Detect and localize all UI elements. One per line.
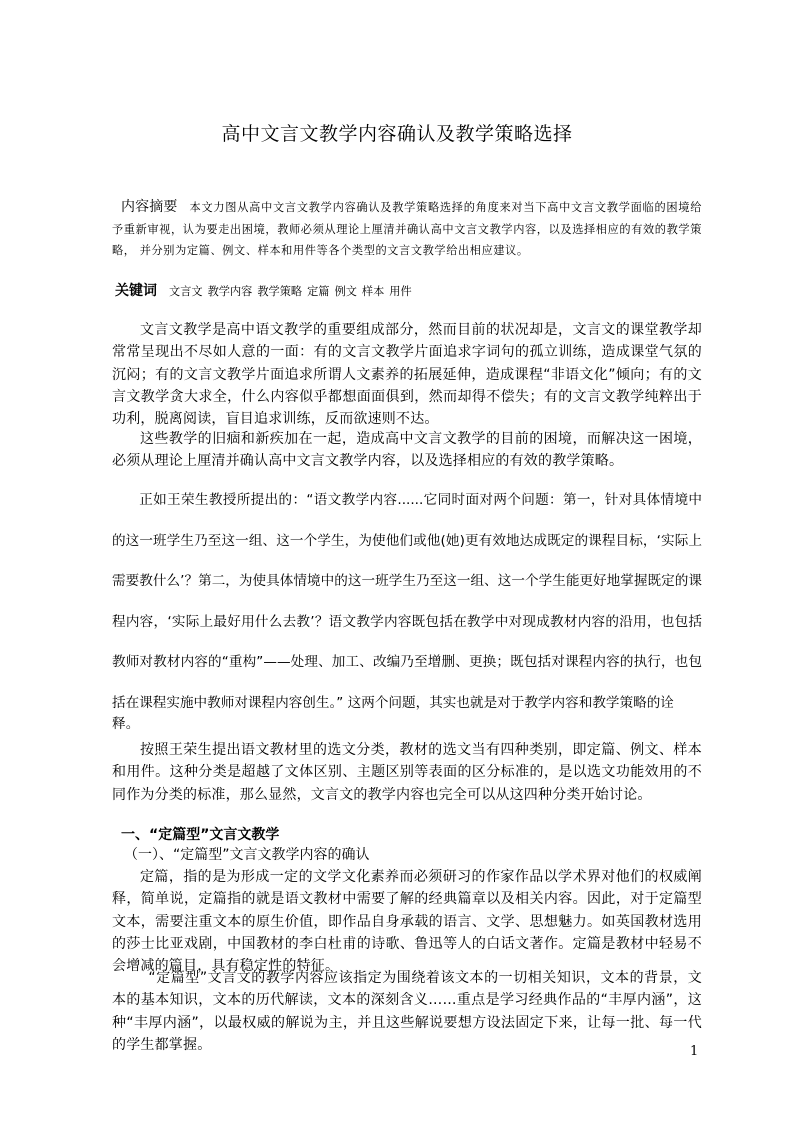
keyword: 文言文 — [169, 285, 203, 298]
keywords-line — [112, 281, 702, 302]
page-number: 1 — [690, 1044, 699, 1059]
keyword: 教学策略 — [257, 285, 303, 298]
subsection-heading: （一）、“定篇型”文言文教学内容的确认 — [124, 847, 370, 863]
quote-paragraph: 正如王荣生教授所提出的：“语文教学内容......它同时面对两个问题：第一，针对具体情境中的这一班学生乃至这一组、这一个学生，为使他们或他(她)更有效地达成既定的课程目标，‘实际上需要教什么’？第二，为使具体情境中的这一班学生乃至这一组、这一个学生能更好地掌握既定的课程内容，‘实际上最好用什么去教’？语文教学内容既包括在教学中对现成教材内容的沿用，也包括教师对教材内容的“重构”——处理、加工、改编乃至增删、更换；既包括对课程内容的执行，也包括在课程实施中教师对课程内容创生。” 这两个问题，其实也就是对于教学内容和教学策略的诠 — [112, 492, 702, 711]
abstract-text: 本文力图从高中文言文教学内容确认及教学策略选择的角度来对当下高中文言文教学面临的困境给予重新审视，认为要走出困境，教师必须从理论上厘清并确认高中文言文教学内容，以及选择相应的有效的教学策略， 并分别为定篇、例文、样本和用件等各个类型的文言文教学给出相应建议。 — [112, 201, 703, 257]
body-paragraph: 文言文教学是高中语文教学的重要组成部分，然而目前的状况却是，文言文的课堂教学却常常呈现出不尽如人意的一面：有的文言文教学片面追求字词句的孤立训练，造成课堂气氛的沉闷；有的文言文教学片面追求所谓人文素养的拓展延伸，造成课程“非语文化”倾向；有的文言文教学贪大求全，什么内容似乎都想面面俱到，然而却得不偿失；有的文言文教学纯粹出于功利，脱离阅读，盲目追求训练，反而欲速则不达。 — [112, 322, 702, 428]
quote-paragraph-tail: 释。 — [112, 716, 140, 732]
body-paragraph: 这些教学的旧痼和新疾加在一起，造成高中文言文教学的目前的困境，而解决这一困境，必须从理论上厘清并确认高中文言文教学内容，以及选择相应的有效的教学策略。 — [112, 431, 702, 470]
keyword: 用件 — [389, 285, 412, 298]
keyword: 定篇 — [307, 285, 330, 298]
keyword: 教学内容 — [207, 285, 253, 298]
document-title: 高中文言文教学内容确认及教学策略选择 — [221, 123, 573, 145]
keywords-label: 关键词 — [115, 283, 157, 299]
keyword: 例文 — [334, 285, 357, 298]
body-paragraph: “定篇型”文言文的教学内容应该指定为围绕着该文本的一切相关知识，文本的背景，文本的基本知识，文本的历代解读，文本的深刻含义……重点是学习经典作品的“丰厚内涵”，这种“丰厚内涵”，以最权威的解说为主，并且这些解说要想方设法固定下来，让每一批、每一代的学生都掌握。 — [112, 970, 702, 1053]
abstract-label: 内容摘要 — [121, 199, 178, 215]
abstract-paragraph — [112, 197, 702, 262]
keyword: 样本 — [361, 285, 385, 298]
body-paragraph: 按照王荣生提出语文教材里的选文分类，教材的选文当有四种类别，即定篇、例文、样本和用件。这种分类是超越了文体区别、主题区别等表面的区分标准的，是以选文功能效用的不同作为分类的标准，那么显然，文言文的教学内容也完全可以从这四种分类开始讨论。 — [112, 742, 702, 803]
body-paragraph: 定篇，指的是为形成一定的文学文化素养而必须研习的作家作品以学术界对他们的权威阐释，简单说，定篇指的就是语文教材中需要了解的经典篇章以及相关内容。因此，对于定篇型文本，需要注重文本的原生价值，即作品自身承载的语言、文学、思想魅力。如英国教材选用的莎士比亚戏剧，中国教材的李白杜甫的诗歌、鲁迅等人的白话文著作。定篇是教材中轻易不会增减的篇目，具有稳定性的特征。 — [112, 869, 702, 975]
section-heading: 一、“定篇型”文言文教学 — [121, 827, 280, 843]
